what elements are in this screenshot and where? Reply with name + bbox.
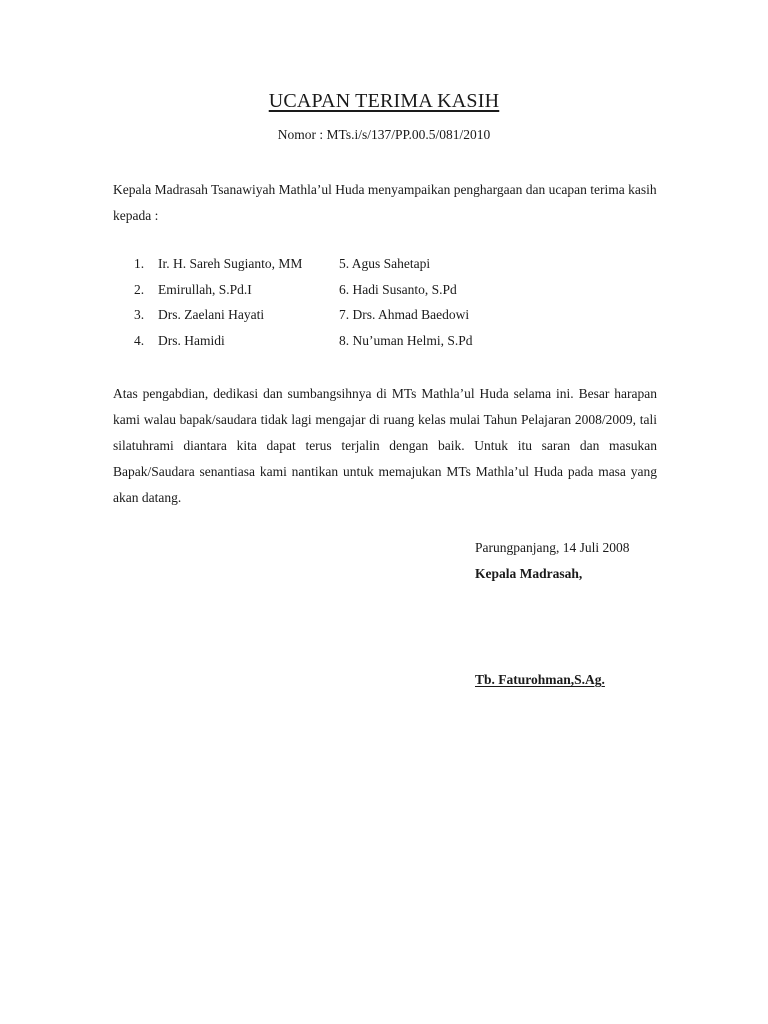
list-row <box>113 307 657 333</box>
list-number: 5. <box>339 256 350 271</box>
recipient-name: Hadi Susanto, S.Pd <box>352 281 457 297</box>
list-item <box>134 282 252 298</box>
list-number: 8. <box>339 332 350 348</box>
recipient-name: Drs. Hamidi <box>158 332 225 348</box>
recipient-name: Nu’uman Helmi, S.Pd <box>352 332 473 348</box>
list-item <box>134 307 264 323</box>
list-row <box>113 333 657 359</box>
signer-name: Tb. Faturohman,S.Ag. <box>475 672 605 687</box>
recipient-name: Drs. Zaelani Hayati <box>158 307 265 322</box>
place-date: Parungpanjang, 14 Juli 2008 <box>475 540 630 555</box>
list-number: 3. <box>134 307 145 322</box>
list-number: 1. <box>134 256 145 271</box>
list-number: 4. <box>134 332 145 348</box>
recipient-name: Agus Sahetapi <box>351 256 431 271</box>
recipient-name: Drs. Ahmad Baedowi <box>352 307 470 322</box>
signer-position: Kepala Madrasah, <box>475 566 583 581</box>
recipient-name: Emirullah, S.Pd.I <box>158 281 252 297</box>
list-number: 7. <box>339 307 350 322</box>
list-item <box>339 307 469 323</box>
list-item <box>339 333 473 349</box>
list-item <box>134 256 302 272</box>
body-paragraph: Atas pengabdian, dedikasi dan sumbangsihnya di MTs Mathla’ul Huda selama ini. Besar harapan kami walau bapak/saudara tidak lagi mengajar di ruang kelas mulai Tahun Pelajaran 2008/2009, tali silatuhrami diantara kita dapat terus terjalin dengan baik. Untuk itu saran dan masukan Bapak/Saudara senantiasa kami nantikan untuk memajukan MTs Mathla’ul Huda pada masa yang akan datang. <box>113 386 657 505</box>
recipient-name: Ir. H. Sareh Sugianto, MM <box>158 256 303 271</box>
list-number: 2. <box>134 281 145 297</box>
list-item <box>339 282 457 298</box>
letter-number: Nomor : MTs.i/s/137/PP.00.5/081/2010 <box>277 127 491 142</box>
intro-paragraph: Kepala Madrasah Tsanawiyah Mathla’ul Huda menyampaikan penghargaan dan ucapan terima kasih kepada : <box>113 182 657 223</box>
list-row <box>113 282 657 308</box>
list-row <box>113 256 657 282</box>
list-number: 6. <box>339 281 350 297</box>
recipient-list <box>113 256 657 358</box>
list-item <box>134 333 225 349</box>
list-item <box>339 256 430 272</box>
letter-title: UCAPAN TERIMA KASIH <box>268 90 500 112</box>
